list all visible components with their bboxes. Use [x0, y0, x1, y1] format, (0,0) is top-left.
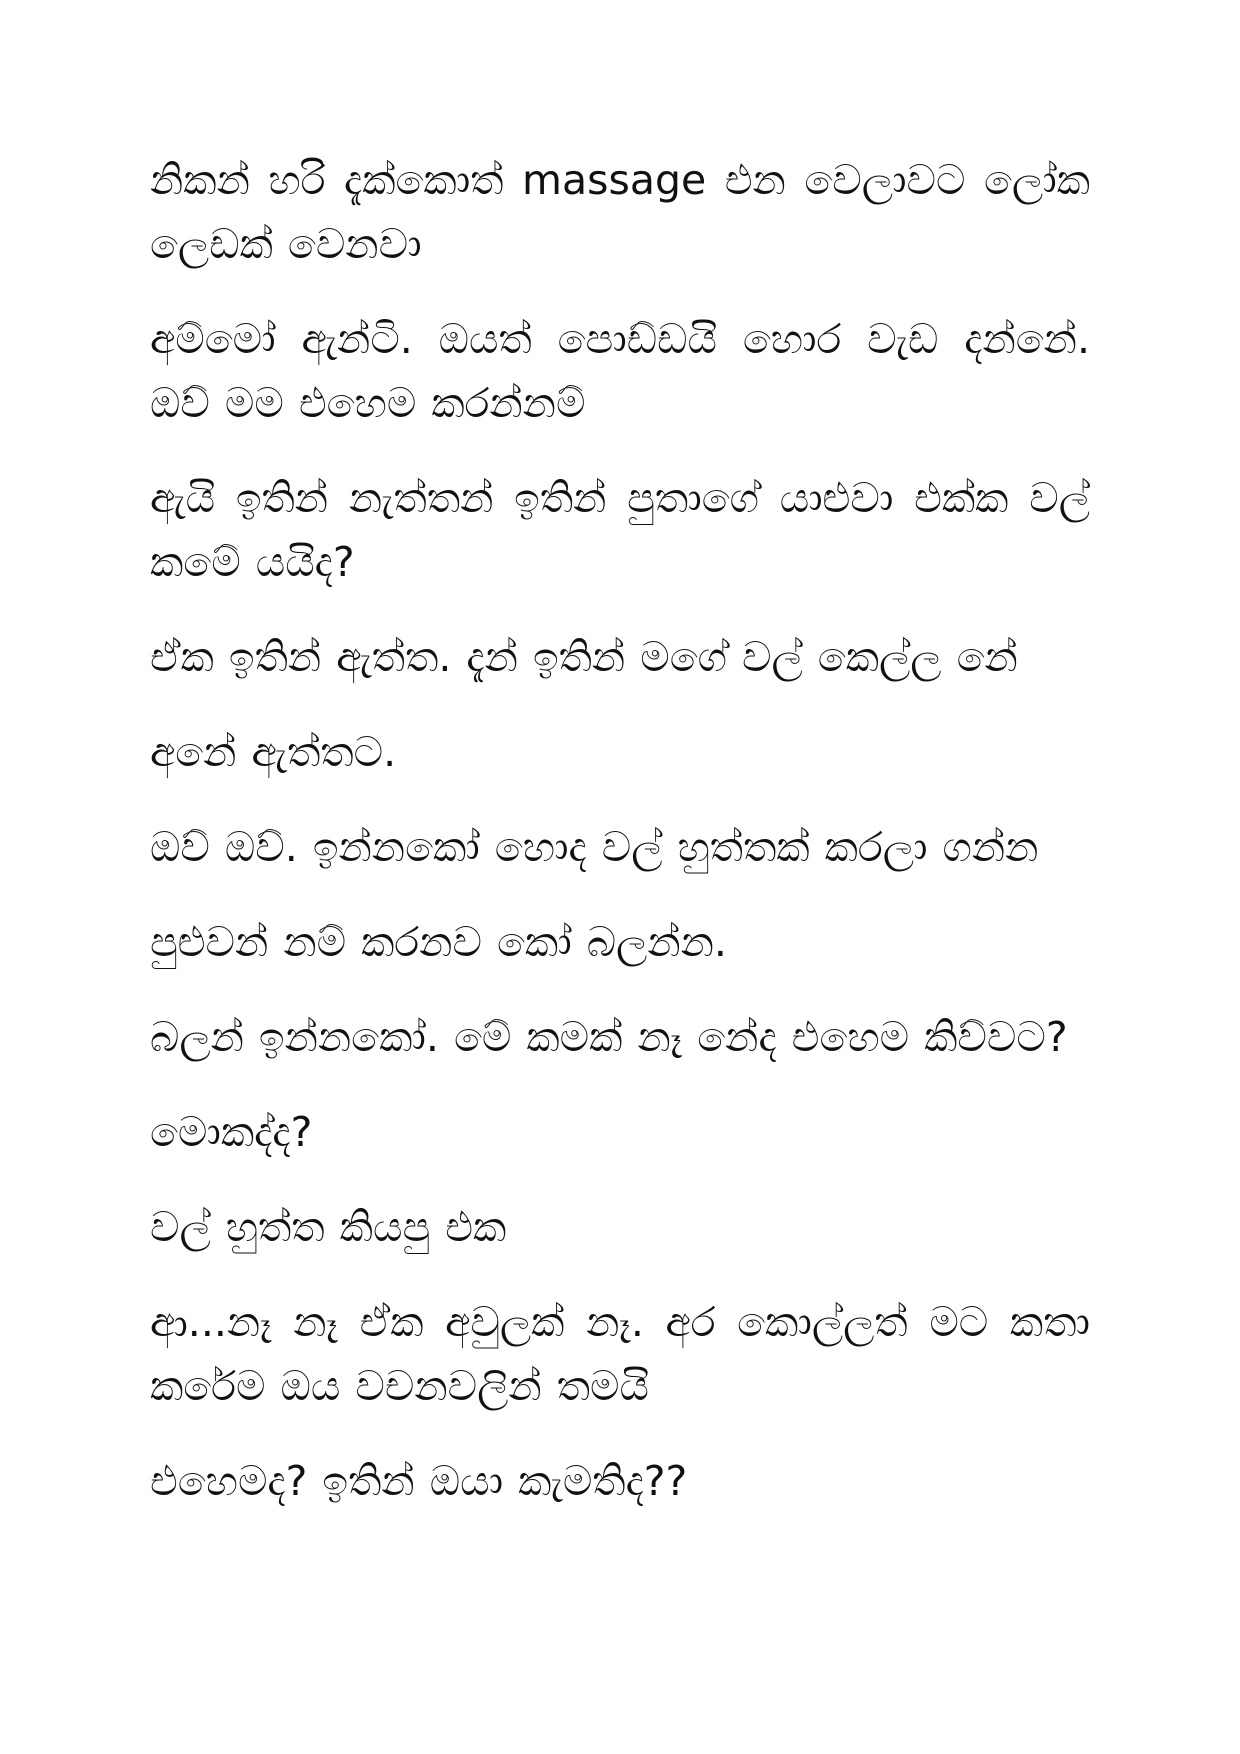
document-body — [150, 148, 1090, 1544]
paragraph-7: පුළුවන් නම් කරනව කෝ බලන්න. — [150, 918, 727, 966]
paragraph-4: ඒක ඉතින් ඇත්ත. දැන් ඉතින් මගේ වල් කෙල්ල නේ — [150, 633, 1018, 681]
paragraph-6: ඔව් ඔව්. ඉන්නකෝ හොද වල් හුත්තක් කරලා ගන්න — [150, 823, 1039, 871]
paragraph-8: බලන් ඉන්නකෝ. මේ කමක් නෑ නේද එහෙම කිව්වට? — [150, 1013, 1068, 1061]
paragraph-5: අනේ ඇත්තට. — [150, 728, 397, 776]
paragraph-10: වල් හුත්ත කියපු එක — [150, 1203, 507, 1251]
paragraph-2: අම්මෝ ඇන්ටි. ඔයත් පොඩ්ඩයි හොර වැඩ දන්නේ. ඔව් මම එහෙම කරන්නම් — [150, 315, 1090, 427]
paragraph-3: ඇයි ඉතින් නැත්තන් ඉතින් පුතාගේ යාළුවා එක්ක වල් කමේ යයිද? — [150, 474, 1090, 586]
paragraph-1: නිකන් හරි දැක්කොත් massage එන වෙලාවට ලෝක ලෙඩක් වෙනවා — [150, 156, 1090, 268]
paragraph-11: ආ...නෑ නෑ ඒක අවුලක් නෑ. අර කොල්ලත් මට කතා කරේම ඔය වචනවලින් තමයි — [150, 1298, 1090, 1410]
paragraph-9: මොකද්ද? — [150, 1108, 313, 1156]
paragraph-12: එහෙමද? ඉතින් ඔයා කැමතිද?? — [150, 1457, 688, 1505]
